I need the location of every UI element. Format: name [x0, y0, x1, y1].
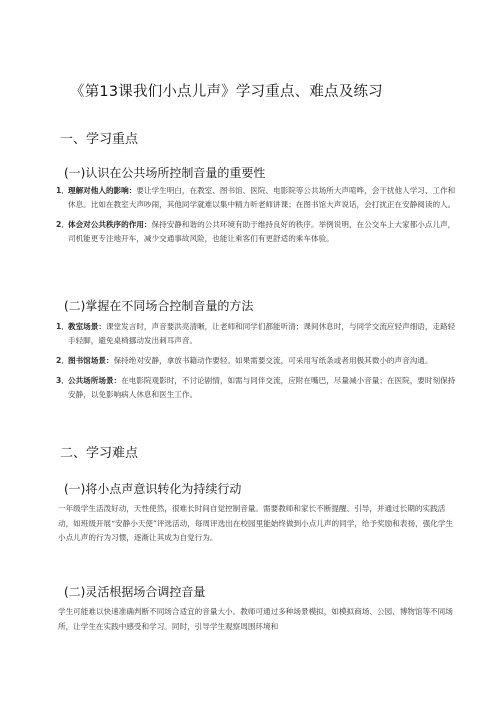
importance-list — [56, 184, 456, 252]
page-title: 《第13课我们小点儿声》学习重点、难点及练习 — [70, 84, 383, 100]
subsection-heading-volume-control: (二)灵活根据场合调控音量 — [64, 585, 206, 599]
item-label: 理解对他人的影响： — [68, 186, 137, 195]
list-item — [56, 320, 456, 348]
item-number: 3． — [56, 376, 69, 385]
item-label: 图书馆场景： — [68, 356, 114, 365]
item-text: 要让学生明白，在教室、图书馆、医院、电影院等公共场所大声喧哗，会干扰他人学习、工作和休息。比如在教室大声吵闹，其他同学就难以集中精力听老师讲课；在图书馆大声说话，会打扰正在安静阅读的人。 — [68, 186, 456, 209]
list-item — [56, 374, 456, 402]
subsection-heading-continuous-action: (一)将小点声意识转化为持续行动 — [64, 482, 242, 496]
list-item — [56, 354, 456, 368]
item-text: 保持绝对安静，拿放书籍动作要轻。如果需要交流，可采用写纸条或者用极其微小的声音沟通。 — [113, 356, 433, 365]
subsection-heading-methods: (二)掌握在不同场合控制音量的方法 — [64, 299, 254, 313]
item-number: 1． — [56, 186, 69, 195]
item-label: 教室场景： — [68, 322, 106, 331]
item-text: 保持安静和谐的公共环境有助于维持良好的秩序。举例说明，在公交车上大家都小点儿声，司机能更专注地开车，减少交通事故风险，也能让乘客们有更舒适的乘车体验。 — [68, 220, 456, 243]
item-text: 课堂发言时，声音要洪亮清晰，让老师和同学们都能听清；课间休息时，与同学交流应轻声细语，走路轻手轻脚，避免桌椅挪动发出刺耳声音。 — [68, 322, 456, 345]
methods-list — [56, 320, 456, 408]
paragraph-continuous-action: 一年级学生活泼好动，天性使然，很难长时间自觉控制音量。需要教师和家长不断提醒、引导，并通过长期的实践活动，如班级开展“安静小天使”评选活动，每周评选出在校园里能始终做到小点儿声的同学，给予奖励和表扬，强化学生小点儿声的行为习惯，逐渐让其成为自觉行为。 — [58, 504, 454, 542]
item-label: 体会对公共秩序的作用： — [68, 220, 152, 229]
item-number: 2． — [56, 356, 69, 365]
item-number: 1． — [56, 322, 69, 331]
list-item — [56, 184, 456, 212]
paragraph-volume-control: 学生可能难以快速准确判断不同场合适宜的音量大小。教师可通过多种场景模拟，如模拟商场、公园、博物馆等不同场所，让学生在实践中感受和学习。同时，引导学生观察周围环境和 — [58, 607, 453, 631]
subsection-heading-importance: (一)认识在公共场所控制音量的重要性 — [64, 166, 266, 180]
item-text: 在电影院观影时，不讨论剧情，如需与同伴交流，应附在嘴巴，尽量减小音量；在医院，要时刻保持安静，以免影响病人休息和医生工作。 — [68, 376, 456, 399]
item-number: 2． — [56, 220, 69, 229]
section-heading-difficulties: 二、学习难点 — [60, 446, 139, 461]
item-label: 公共场所场景： — [68, 376, 122, 385]
list-item — [56, 218, 456, 246]
section-heading-key-points: 一、学习重点 — [60, 132, 139, 147]
